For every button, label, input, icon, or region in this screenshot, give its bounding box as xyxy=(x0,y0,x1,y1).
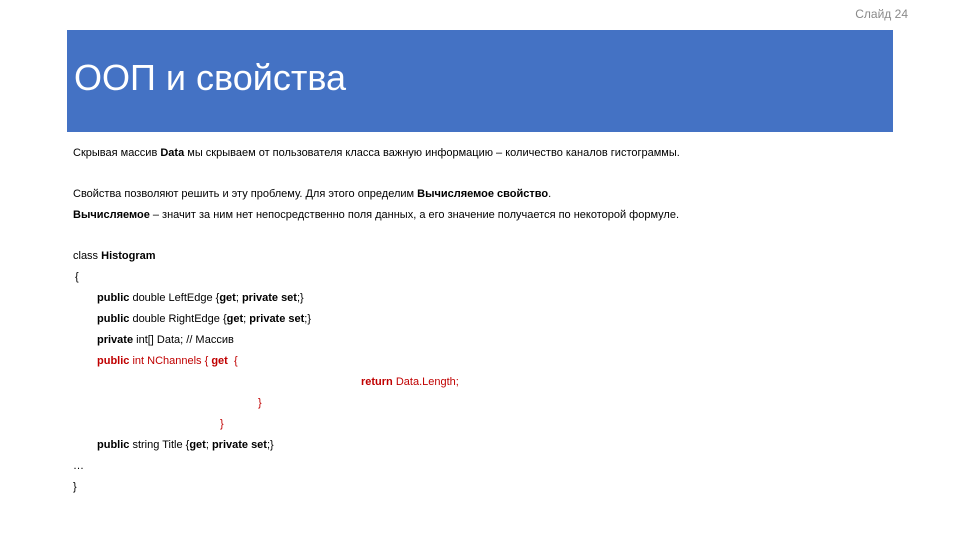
code-line-return: return Data.Length; xyxy=(361,376,459,388)
code-line-nchannels: public int NChannels { get { xyxy=(97,355,238,367)
code-line-class: class Histogram xyxy=(73,250,156,262)
code-line-title: public string Title {get; private set;} xyxy=(97,439,274,451)
code-line-open-brace: { xyxy=(75,271,79,283)
paragraph-3: Вычисляемое – значит за ним нет непосредственно поля данных, а его значение получается по некоторой формуле. xyxy=(73,209,680,221)
code-line-close-brace: } xyxy=(73,481,77,493)
code-line-outer-close-brace: } xyxy=(220,418,224,430)
slide-number: Слайд 24 xyxy=(855,7,908,21)
code-line-rightedge: public double RightEdge {get; private set;} xyxy=(97,313,312,325)
code-line-leftedge: public double LeftEdge {get; private set;} xyxy=(97,292,304,304)
slide-title: ООП и свойства xyxy=(74,57,347,98)
code-line-inner-close-brace: } xyxy=(258,397,262,409)
title-bar xyxy=(67,30,893,132)
code-line-data: private int[] Data; // Массив xyxy=(97,334,234,346)
paragraph-2: Свойства позволяют решить и эту проблему. Для этого определим Вычисляемое свойство. xyxy=(73,188,552,200)
code-line-ellipsis: … xyxy=(73,460,84,472)
paragraph-1: Скрывая массив Data мы скрываем от пользователя класса важную информацию – количество каналов гистограммы. xyxy=(73,147,680,159)
